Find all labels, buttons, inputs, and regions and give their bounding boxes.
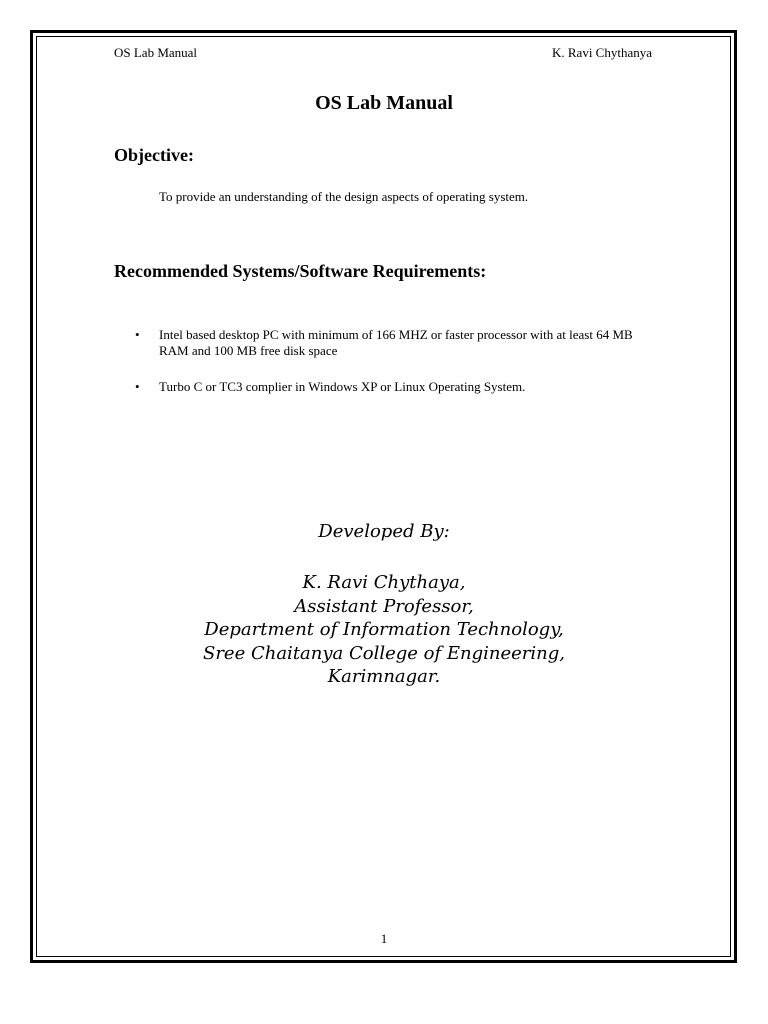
document-title: OS Lab Manual bbox=[315, 92, 453, 114]
requirements-list bbox=[135, 327, 655, 415]
author-college: Sree Chaitanya College of Engineering, bbox=[203, 642, 565, 664]
bullet-icon: • bbox=[135, 327, 140, 342]
page-number: 1 bbox=[380, 931, 388, 946]
requirement-item bbox=[135, 327, 655, 359]
author-credits bbox=[0, 571, 768, 689]
running-header-right: K. Ravi Chythanya bbox=[551, 45, 652, 60]
running-header-left: OS Lab Manual bbox=[114, 45, 198, 60]
requirements-heading: Recommended Systems/Software Requirements: bbox=[114, 261, 487, 281]
author-designation: Assistant Professor, bbox=[294, 595, 474, 617]
author-city: Karimnagar. bbox=[327, 666, 441, 687]
requirement-text: Turbo C or TC3 complier in Windows XP or Linux Operating System. bbox=[159, 379, 526, 394]
page-border-inner bbox=[36, 36, 731, 957]
author-department: Department of Information Technology, bbox=[204, 619, 564, 640]
requirement-item bbox=[135, 379, 655, 395]
author-name: K. Ravi Chythaya, bbox=[302, 572, 466, 593]
objective-text: To provide an understanding of the design aspects of operating system. bbox=[159, 189, 529, 204]
developed-by-label: Developed By: bbox=[318, 521, 450, 542]
objective-heading: Objective: bbox=[114, 145, 194, 165]
requirement-text: Intel based desktop PC with minimum of 166 MHZ or faster processor with at least 64 MB RAM and 100 MB free disk space bbox=[159, 327, 633, 358]
bullet-icon: • bbox=[135, 379, 140, 394]
